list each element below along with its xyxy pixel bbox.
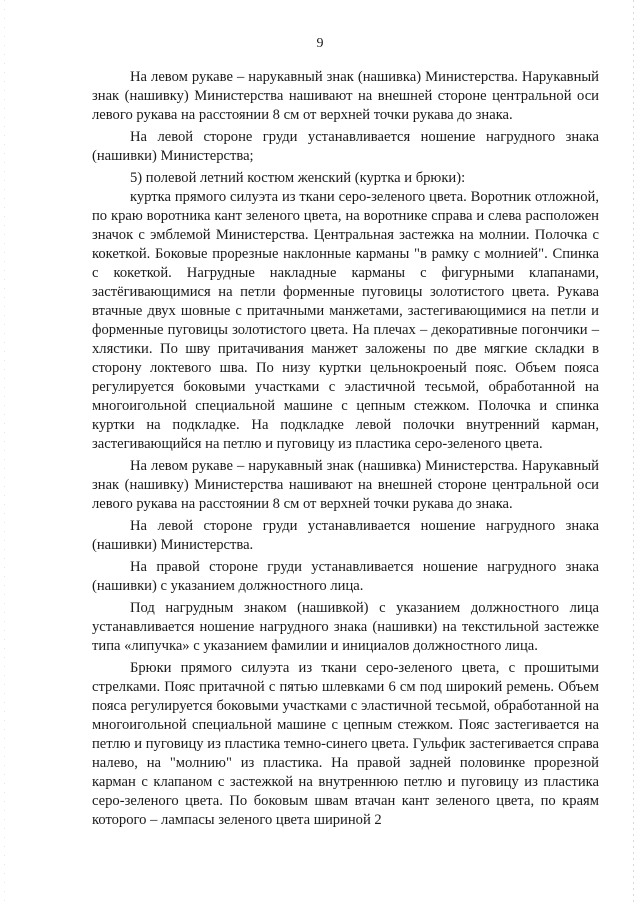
paragraph-sleeve-badge-1: На левом рукаве – нарукавный знак (нашивка) Министерства. Нарукавный знак (нашивку) Министерства нашивают на внешней стороне центральной оси левого рукава на расстоянии 8 см от верхней точки рукава до знака. — [92, 69, 599, 123]
paragraph-chest-badge-1: На левой стороне груди устанавливается ношение нагрудного знака (нашивки) Министерства; — [92, 129, 599, 164]
scan-edge-right — [633, 0, 634, 905]
paragraph-jacket-description: куртка прямого силуэта из ткани серо-зеленого цвета. Воротник отложной, по краю воротника кант зеленого цвета, на воротнике справа и слева расположен значок с эмблемой Министерства. Центральная застежка на молнии. Полочка с кокеткой. Боковые прорезные наклонные карманы "в рамку с молнией". Спинка с кокеткой. Нагрудные накладные карманы с фигурными клапанами, застёгивающимися на петли форменные пуговицы золотистого цвета. Рукава втачные двух шовные с притачными манжетами, застегивающимися на петли и форменные пуговицы золотистого цвета. На плечах – декоративные погончики – хлястики. По шву притачивания манжет заложены по две мягкие складки в сторону локтевого шва. По низу куртки цельнокроеный пояс. Объем пояса регулируется боковыми участками с эластичной тесьмой, обработанной на многоигольной специальной машине с цепным стежком. Полочка и спинка куртки на подкладке. На подкладке левой полочки внутренний карман, застегивающийся на петлю и пуговицу из пластика серо-зеленого цвета. — [92, 189, 599, 452]
paragraph-sleeve-badge-2: На левом рукаве – нарукавный знак (нашивка) Министерства. Нарукавный знак (нашивку) Министерства нашивают на внешней стороне центральной оси левого рукава на расстоянии 8 см от верхней точки рукава до знака. — [92, 458, 599, 512]
paragraph-trousers-description: Брюки прямого силуэта из ткани серо-зеленого цвета, с прошитыми стрелками. Пояс притачной с пятью шлевками 6 см под широкий ремень. Объем пояса регулируется боковыми участками с эластичной тесьмой, обработанной на многоигольной специальной машине с цепным стежком. Пояс застегивается на петлю и пуговицу из пластика темно-синего цвета. Гульфик застегивается справа налево, на "молнию" из пластика. На правой задней половинке прорезной карман с клапаном с застежкой на внутреннюю петлю и пуговицу из пластика серо-зеленого цвета. По боковым швам втачан кант зеленого цвета, по краям которого – лампасы зеленого цвета шириной 2 — [92, 660, 599, 828]
paragraph-name-badge: Под нагрудным знаком (нашивкой) с указанием должностного лица устанавливается ношение нагрудного знака (нашивки) на текстильной застежке типа «липучка» с указанием фамилии и инициалов должностного лица. — [92, 600, 599, 654]
document-body — [92, 68, 599, 833]
page-number: 9 — [316, 36, 324, 51]
paragraph-item-heading: 5) полевой летний костюм женский (куртка и брюки): — [130, 170, 466, 186]
paragraph-chest-badge-2: На левой стороне груди устанавливается ношение нагрудного знака (нашивки) Министерства. — [92, 518, 599, 553]
scan-edge-left — [4, 0, 5, 905]
paragraph-right-chest-badge: На правой стороне груди устанавливается ношение нагрудного знака (нашивки) с указанием должностного лица. — [92, 559, 599, 594]
